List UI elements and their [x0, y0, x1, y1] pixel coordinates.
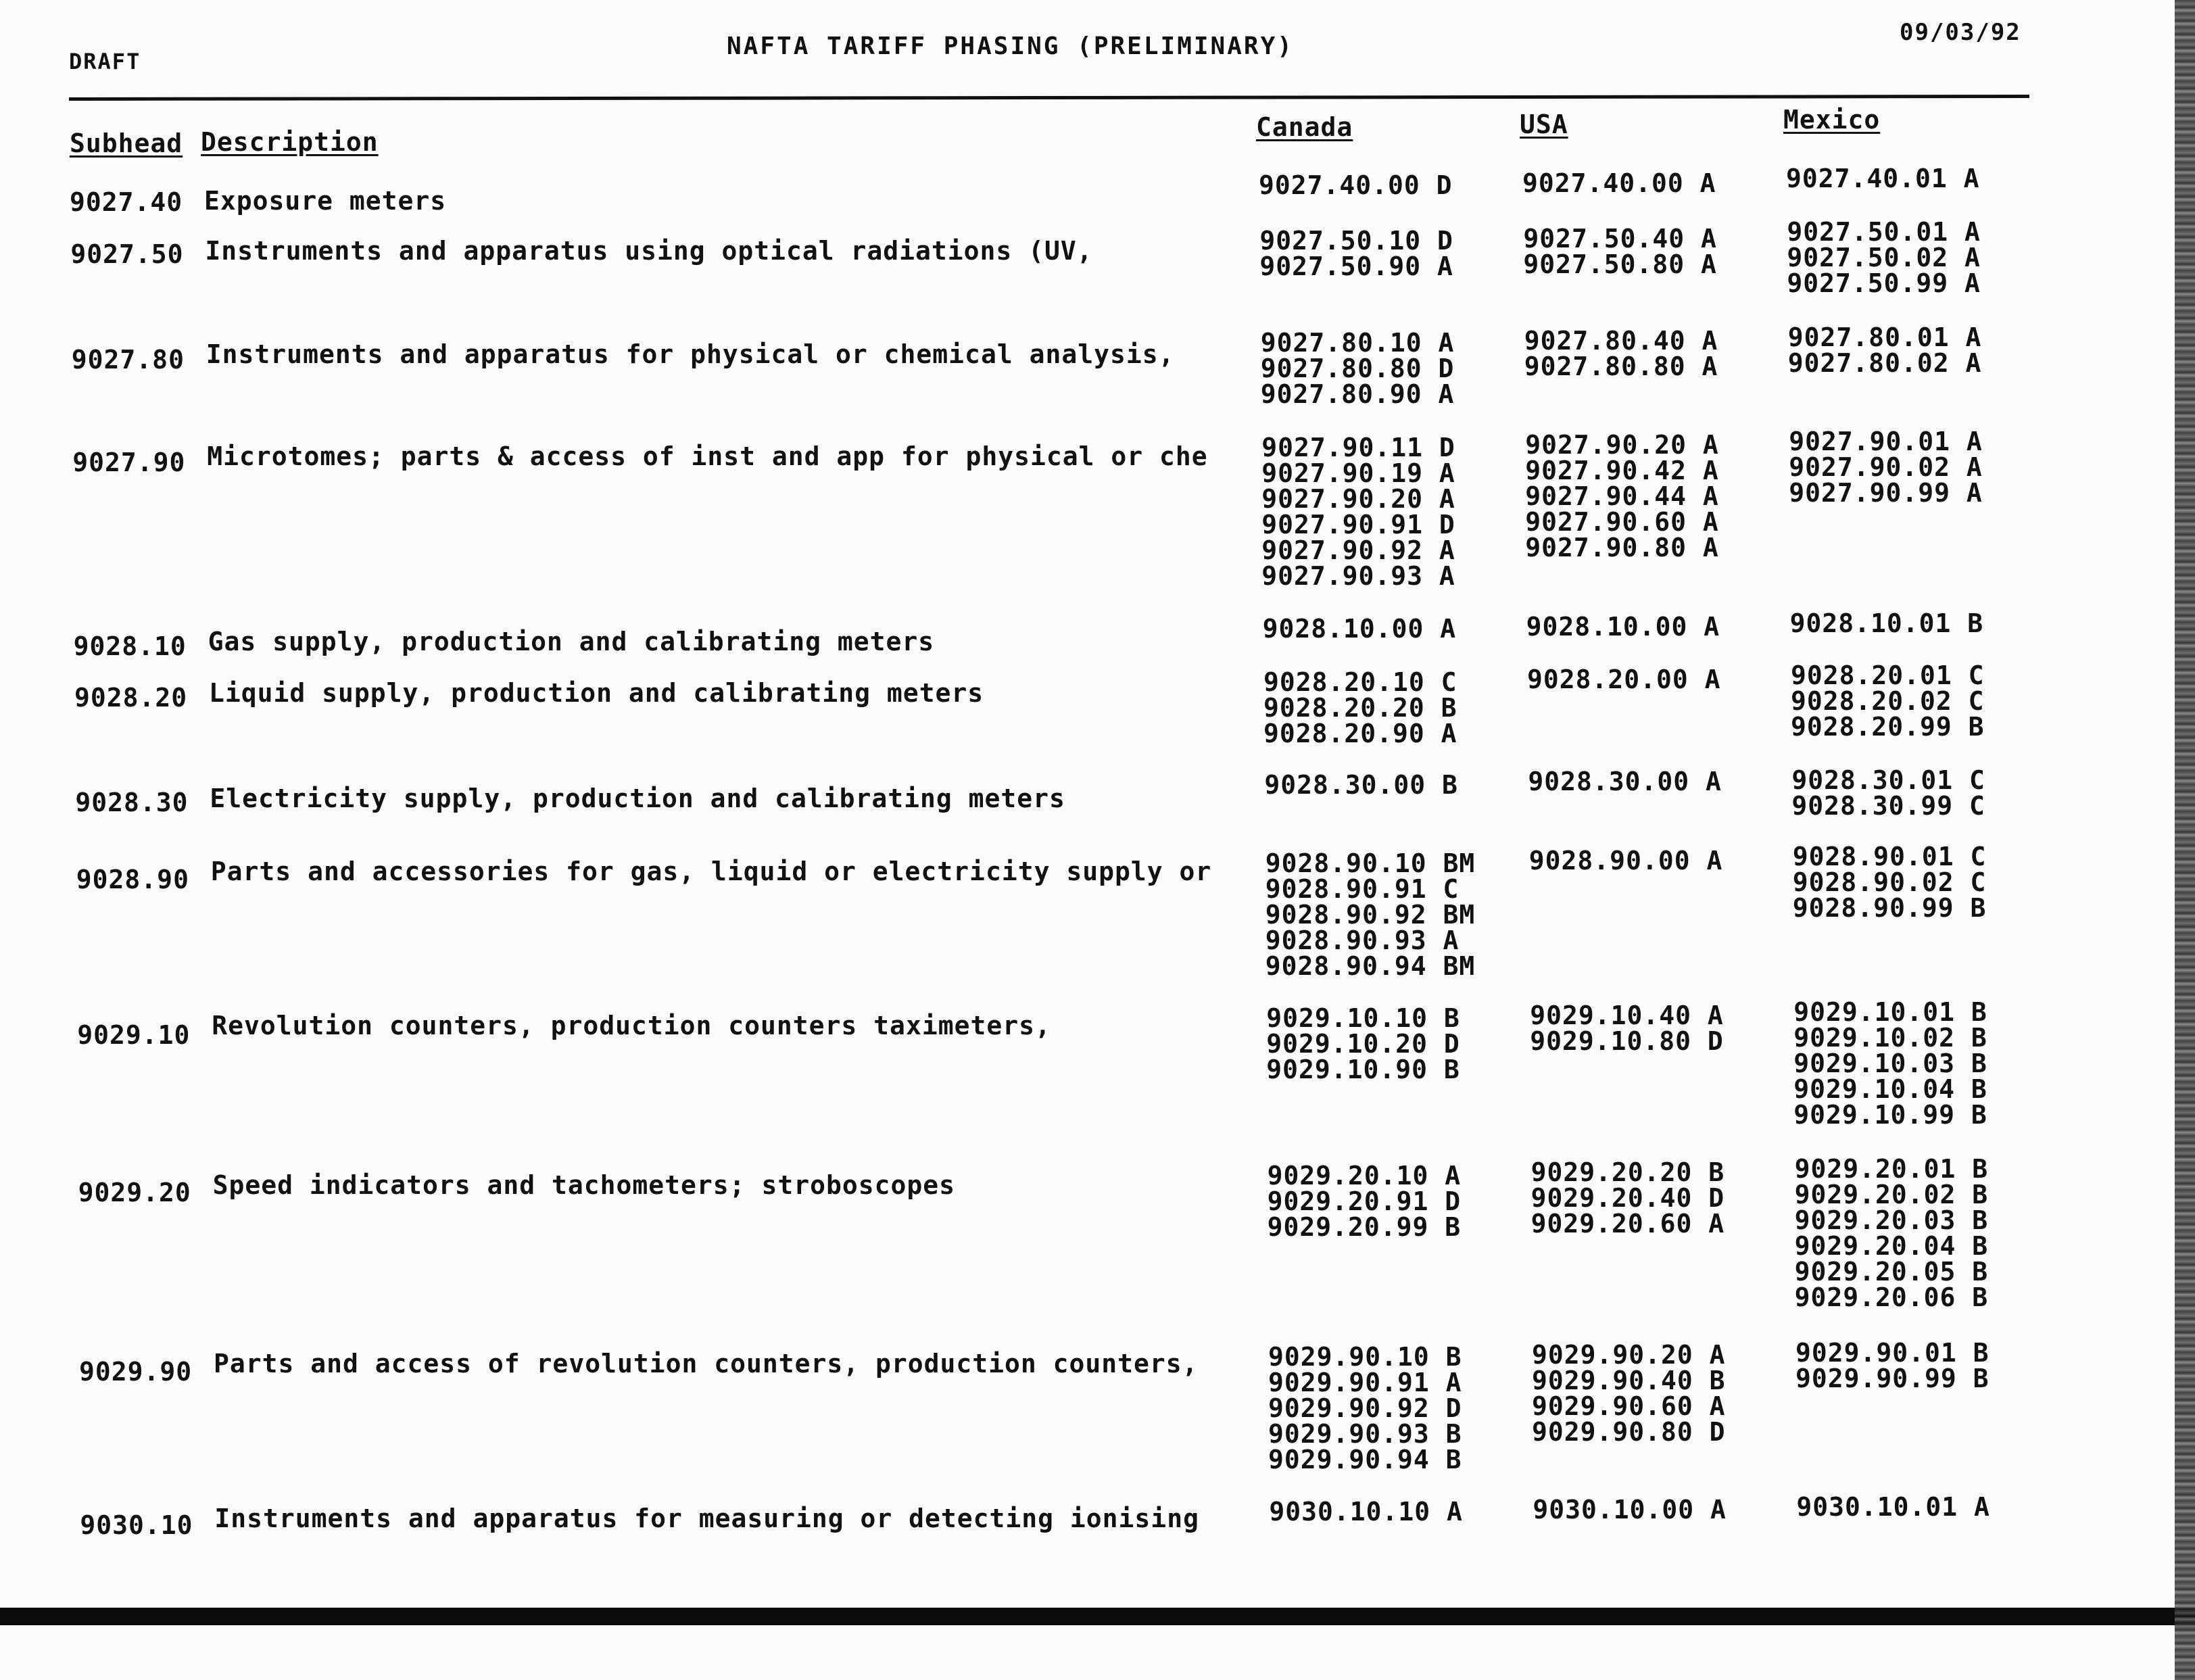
- row-description: Parts and accessories for gas, liquid or electricity supply or: [210, 857, 1212, 886]
- canada-tariff-code: 9028.20.20 B: [1263, 693, 1457, 723]
- usa-tariff-code: 9029.90.40 B: [1532, 1366, 1726, 1395]
- usa-tariff-code: 9029.20.40 D: [1530, 1183, 1725, 1213]
- mexico-tariff-code: 9028.10.01 B: [1789, 608, 1984, 638]
- row-canada-codes: [1259, 172, 1453, 198]
- mexico-tariff-code: 9030.10.01 A: [1796, 1492, 1990, 1522]
- canada-tariff-code: 9029.10.20 D: [1266, 1029, 1460, 1059]
- canada-tariff-code: 9028.10.00 A: [1262, 614, 1457, 644]
- scan-edge: [2175, 0, 2195, 1680]
- canada-tariff-code: 9028.90.93 A: [1265, 926, 1460, 955]
- row-canada-codes: [1269, 1499, 1463, 1525]
- canada-tariff-code: 9027.90.11 D: [1261, 433, 1455, 462]
- mexico-tariff-code: 9027.80.02 A: [1787, 348, 1982, 378]
- mexico-tariff-code: 9027.50.01 A: [1787, 217, 1981, 247]
- canada-tariff-code: 9028.90.94 BM: [1265, 951, 1476, 981]
- usa-tariff-code: 9029.90.80 D: [1532, 1417, 1726, 1447]
- usa-tariff-code: 9027.50.80 A: [1523, 249, 1717, 279]
- usa-tariff-code: 9027.90.44 A: [1525, 481, 1719, 511]
- row-subhead: 9027.40: [70, 187, 183, 217]
- row-usa-codes: [1530, 1003, 1724, 1054]
- row-description: Instruments and apparatus for measuring or detecting ionising: [214, 1504, 1199, 1533]
- row-usa-codes: [1531, 1159, 1725, 1237]
- row-description: Speed indicators and tachometers; stroboscopes: [212, 1170, 955, 1200]
- canada-tariff-code: 9029.90.92 D: [1268, 1393, 1462, 1423]
- canada-tariff-code: 9029.10.10 B: [1266, 1003, 1460, 1033]
- row-subhead: 9027.90: [72, 448, 186, 477]
- row-canada-codes: [1261, 330, 1455, 407]
- document-title: NAFTA TARIFF PHASING (PRELIMINARY): [727, 32, 1294, 60]
- row-description: Instruments and apparatus using optical radiations (UV,: [205, 236, 1093, 266]
- row-mexico-codes: [1796, 1494, 1990, 1520]
- mexico-tariff-code: 9028.20.02 C: [1791, 686, 1985, 716]
- row-usa-codes: [1524, 328, 1718, 379]
- row-description: Electricity supply, production and calibrating meters: [210, 784, 1065, 813]
- mexico-tariff-code: 9029.10.04 B: [1793, 1074, 1987, 1104]
- row-description: Instruments and apparatus for physical or chemical analysis,: [206, 339, 1175, 369]
- canada-tariff-code: 9027.90.91 D: [1261, 510, 1455, 539]
- row-mexico-codes: [1793, 999, 1987, 1128]
- usa-tariff-code: 9027.40.00 A: [1522, 168, 1716, 198]
- mexico-tariff-code: 9029.20.01 B: [1794, 1154, 1989, 1184]
- row-subhead: 9029.20: [78, 1178, 191, 1207]
- mexico-tariff-code: 9029.10.02 B: [1793, 1023, 1987, 1053]
- header-usa: USA: [1520, 110, 1568, 139]
- row-subhead: 9028.90: [76, 865, 189, 894]
- usa-tariff-code: 9027.80.80 A: [1524, 352, 1718, 381]
- usa-tariff-code: 9028.20.00 A: [1527, 665, 1721, 694]
- row-description: Exposure meters: [204, 186, 447, 216]
- mexico-tariff-code: 9027.50.02 A: [1787, 243, 1981, 272]
- canada-tariff-code: 9028.90.91 C: [1265, 874, 1460, 904]
- mexico-tariff-code: 9028.90.99 B: [1792, 893, 1987, 923]
- mexico-tariff-code: 9029.20.06 B: [1794, 1282, 1989, 1312]
- canada-tariff-code: 9027.80.90 A: [1260, 379, 1455, 409]
- mexico-tariff-code: 9029.20.02 B: [1794, 1180, 1989, 1209]
- canada-tariff-code: 9029.90.91 A: [1268, 1368, 1462, 1397]
- canada-tariff-code: 9028.90.92 BM: [1265, 900, 1476, 930]
- mexico-tariff-code: 9028.30.99 C: [1791, 791, 1985, 821]
- row-usa-codes: [1526, 614, 1720, 640]
- usa-tariff-code: 9029.10.80 D: [1530, 1026, 1724, 1056]
- canada-tariff-code: 9029.10.90 B: [1266, 1055, 1460, 1084]
- row-subhead: 9029.10: [77, 1020, 191, 1050]
- canada-tariff-code: 9028.20.10 C: [1263, 667, 1457, 697]
- usa-tariff-code: 9029.90.60 A: [1532, 1391, 1726, 1421]
- row-canada-codes: [1268, 1344, 1462, 1472]
- row-canada-codes: [1263, 616, 1457, 642]
- row-mexico-codes: [1786, 166, 1980, 191]
- usa-tariff-code: 9028.30.00 A: [1528, 767, 1722, 796]
- row-canada-codes: [1268, 1163, 1462, 1240]
- mexico-tariff-code: 9027.40.01 A: [1786, 164, 1980, 193]
- row-mexico-codes: [1787, 219, 1981, 296]
- mexico-tariff-code: 9028.20.01 C: [1791, 661, 1985, 690]
- row-description: Revolution counters, production counters taximeters,: [212, 1011, 1051, 1040]
- header-rule: [69, 95, 2029, 101]
- row-subhead: 9028.30: [75, 788, 189, 817]
- header-subhead: Subhead: [70, 128, 183, 158]
- row-usa-codes: [1529, 848, 1723, 873]
- row-usa-codes: [1528, 769, 1722, 794]
- row-canada-codes: [1259, 228, 1453, 279]
- row-mexico-codes: [1793, 844, 1987, 921]
- canada-tariff-code: 9027.90.93 A: [1261, 561, 1455, 591]
- usa-tariff-code: 9028.10.00 A: [1526, 612, 1720, 642]
- mexico-tariff-code: 9029.20.03 B: [1794, 1205, 1989, 1235]
- canada-tariff-code: 9030.10.10 A: [1269, 1497, 1463, 1527]
- row-subhead: 9028.10: [73, 631, 187, 661]
- row-description: Parts and access of revolution counters, production counters,: [214, 1349, 1199, 1378]
- row-canada-codes: [1264, 772, 1458, 798]
- usa-tariff-code: 9027.90.20 A: [1525, 430, 1719, 460]
- usa-tariff-code: 9029.20.20 B: [1530, 1157, 1725, 1187]
- mexico-tariff-code: 9027.90.01 A: [1789, 427, 1983, 456]
- canada-tariff-code: 9029.90.94 B: [1268, 1445, 1462, 1474]
- row-mexico-codes: [1795, 1340, 1989, 1391]
- usa-tariff-code: 9027.90.60 A: [1525, 507, 1719, 537]
- row-usa-codes: [1523, 226, 1717, 277]
- row-mexico-codes: [1791, 767, 1985, 819]
- header-description: Description: [201, 127, 379, 157]
- row-canada-codes: [1263, 669, 1457, 746]
- row-usa-codes: [1527, 667, 1721, 692]
- canada-tariff-code: 9029.90.93 B: [1268, 1419, 1462, 1449]
- row-mexico-codes: [1791, 663, 1985, 740]
- mexico-tariff-code: 9028.90.02 C: [1792, 867, 1987, 897]
- mexico-tariff-code: 9029.20.04 B: [1794, 1231, 1989, 1261]
- row-canada-codes: [1261, 435, 1455, 589]
- row-description: Gas supply, production and calibrating meters: [208, 627, 935, 656]
- mexico-tariff-code: 9029.10.03 B: [1793, 1049, 1987, 1078]
- mexico-tariff-code: 9029.20.05 B: [1794, 1257, 1989, 1287]
- row-subhead: 9029.90: [79, 1357, 193, 1387]
- row-mexico-codes: [1787, 322, 1982, 378]
- mexico-tariff-code: 9029.90.99 B: [1795, 1364, 1989, 1393]
- canada-tariff-code: 9029.20.99 B: [1267, 1212, 1462, 1242]
- canada-tariff-code: 9028.30.00 B: [1264, 770, 1458, 800]
- mexico-tariff-code: 9027.90.02 A: [1789, 452, 1983, 482]
- document-date: 09/03/92: [1900, 19, 2021, 46]
- usa-tariff-code: 9027.90.80 A: [1525, 533, 1719, 562]
- row-usa-codes: [1533, 1495, 1727, 1525]
- row-usa-codes: [1525, 432, 1719, 560]
- mexico-tariff-code: 9028.30.01 C: [1791, 765, 1985, 795]
- usa-tariff-code: 9027.50.40 A: [1523, 224, 1717, 254]
- usa-tariff-code: 9029.10.40 A: [1530, 1001, 1724, 1030]
- canada-tariff-code: 9029.90.10 B: [1268, 1342, 1462, 1372]
- mexico-tariff-code: 9027.90.99 A: [1789, 478, 1983, 508]
- row-mexico-codes: [1789, 429, 1983, 506]
- usa-tariff-code: 9029.20.60 A: [1530, 1209, 1725, 1239]
- usa-tariff-code: 9030.10.00 A: [1533, 1495, 1727, 1525]
- row-canada-codes: [1266, 1005, 1460, 1082]
- canada-tariff-code: 9028.20.90 A: [1263, 719, 1457, 748]
- canada-tariff-code: 9027.90.19 A: [1261, 458, 1455, 488]
- footer-rule: [0, 1608, 2195, 1625]
- mexico-tariff-code: 9029.90.01 B: [1795, 1338, 1989, 1368]
- row-subhead: 9027.80: [71, 345, 185, 375]
- canada-tariff-code: 9027.80.80 D: [1260, 354, 1455, 383]
- canada-tariff-code: 9029.20.91 D: [1267, 1186, 1462, 1216]
- canada-tariff-code: 9027.90.92 A: [1261, 535, 1455, 565]
- row-canada-codes: [1265, 850, 1475, 979]
- row-mexico-codes: [1790, 610, 1984, 636]
- usa-tariff-code: 9027.80.40 A: [1524, 326, 1718, 356]
- mexico-tariff-code: 9029.10.01 B: [1793, 997, 1987, 1027]
- row-subhead: 9027.50: [70, 239, 184, 269]
- canada-tariff-code: 9027.50.10 D: [1259, 226, 1453, 256]
- header-mexico: Mexico: [1783, 105, 1881, 135]
- canada-tariff-code: 9027.80.10 A: [1260, 328, 1455, 358]
- row-usa-codes: [1532, 1342, 1726, 1445]
- mexico-tariff-code: 9028.90.01 C: [1792, 842, 1987, 871]
- canada-tariff-code: 9027.50.90 A: [1259, 251, 1453, 281]
- canada-tariff-code: 9029.20.10 A: [1267, 1161, 1462, 1191]
- draft-label: DRAFT: [69, 49, 141, 74]
- mexico-tariff-code: 9028.20.99 B: [1791, 712, 1985, 742]
- canada-tariff-code: 9027.90.20 A: [1261, 484, 1455, 514]
- mexico-tariff-code: 9027.80.01 A: [1787, 322, 1982, 352]
- canada-tariff-code: 9027.40.00 D: [1259, 170, 1453, 200]
- usa-tariff-code: 9027.90.42 A: [1525, 456, 1719, 485]
- row-subhead: 9028.20: [74, 683, 188, 713]
- mexico-tariff-code: 9029.10.99 B: [1793, 1100, 1987, 1130]
- row-mexico-codes: [1795, 1156, 1989, 1310]
- canada-tariff-code: 9028.90.10 BM: [1265, 848, 1476, 878]
- header-canada: Canada: [1256, 112, 1353, 142]
- usa-tariff-code: 9028.90.00 A: [1528, 846, 1723, 875]
- row-description: Microtomes; parts & access of inst and app for physical or che: [207, 441, 1208, 471]
- row-subhead: 9030.10: [80, 1510, 193, 1540]
- mexico-tariff-code: 9027.50.99 A: [1787, 268, 1981, 298]
- usa-tariff-code: 9029.90.20 A: [1532, 1340, 1726, 1370]
- row-description: Liquid supply, production and calibrating meters: [209, 678, 984, 708]
- row-usa-codes: [1522, 170, 1716, 196]
